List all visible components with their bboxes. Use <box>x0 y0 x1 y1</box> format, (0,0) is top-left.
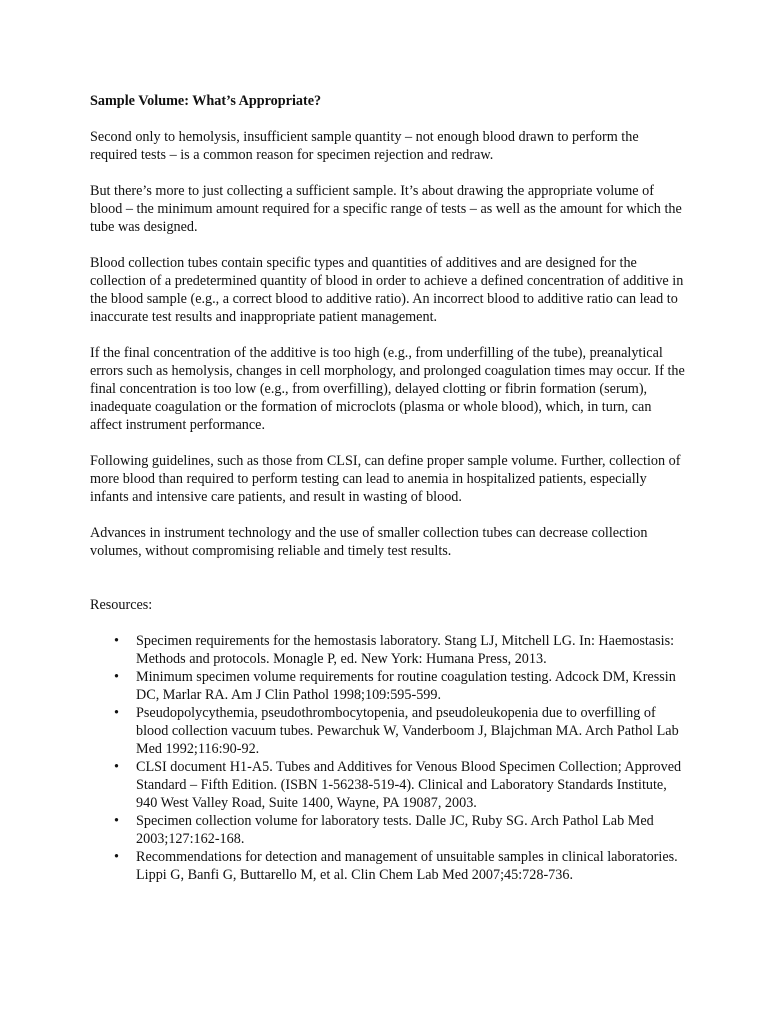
reference-item-1 <box>114 632 686 668</box>
reference-text: CLSI document H1-A5. Tubes and Additives for Venous Blood Specimen Collection; Approved Standard – Fifth Edition. (ISBN 1-56238-519-4). Clinical and Laboratory Standards Institute, 940 West Valley Road, Suite 1400, Wayne, PA 19087, 2003. <box>136 759 682 811</box>
reference-text: Specimen collection volume for laboratory tests. Dalle JC, Ruby SG. Arch Pathol Lab Med 2003;127:162-168. <box>136 813 654 847</box>
paragraph-appropriate-volume: But there’s more to just collecting a sufficient sample. It’s about drawing the appropriate volume of blood – the minimum amount required for a specific range of tests – as well as the amount for which the tube was designed. <box>90 183 682 235</box>
bullet-icon: • <box>114 669 119 685</box>
paragraph-hemolysis: Second only to hemolysis, insufficient sample quantity – not enough blood drawn to perform the required tests – is a common reason for specimen rejection and redraw. <box>90 129 639 163</box>
reference-text: Recommendations for detection and management of unsuitable samples in clinical laboratories. Lippi G, Banfi G, Buttarello M, et al. Clin Chem Lab Med 2007;45:728-736. <box>136 849 678 883</box>
bullet-icon: • <box>114 633 119 649</box>
paragraph-advances: Advances in instrument technology and the use of smaller collection tubes can decrease collection volumes, without compromising reliable and timely test results. <box>90 525 648 559</box>
bullet-icon: • <box>114 705 119 721</box>
bullet-icon: • <box>114 759 119 775</box>
reference-item-4 <box>114 758 686 812</box>
paragraph-concentration: If the final concentration of the additive is too high (e.g., from underfilling of the tube), preanalytical errors such as hemolysis, changes in cell morphology, and prolonged coagulation times may occur. If the final concentration is too low (e.g., from overfilling), delayed clotting or fibrin formation (serum), inadequate coagulation or the formation of microclots (plasma or whole blood), which, in turn, can affect instrument performance. <box>90 345 685 433</box>
paragraph-additives: Blood collection tubes contain specific types and quantities of additives and are designed for the collection of a predetermined quantity of blood in order to achieve a defined concentration of additive in the blood sample (e.g., a correct blood to additive ratio). An incorrect blood to additive ratio can lead to inaccurate test results and inappropriate patient management. <box>90 255 684 325</box>
resources-heading: Resources: <box>90 597 153 613</box>
reference-item-6 <box>114 848 686 884</box>
reference-item-3 <box>114 704 686 758</box>
reference-text: Pseudopolycythemia, pseudothrombocytopenia, and pseudoleukopenia due to overfilling of blood collection vacuum tubes. Pewarchuk W, Vanderboom J, Blajchman MA. Arch Pathol Lab Med 1992;116:90-92. <box>136 705 679 757</box>
reference-text: Minimum specimen volume requirements for routine coagulation testing. Adcock DM, Kressin DC, Marlar RA. Am J Clin Pathol 1998;109:595-599. <box>136 669 676 703</box>
document-title: Sample Volume: What’s Appropriate? <box>90 93 322 109</box>
reference-item-5 <box>114 812 686 848</box>
bullet-icon: • <box>114 813 119 829</box>
reference-text: Specimen requirements for the hemostasis laboratory. Stang LJ, Mitchell LG. In: Haemostasis: Methods and protocols. Monagle P, ed. New York: Humana Press, 2013. <box>136 633 675 667</box>
bullet-icon: • <box>114 849 119 865</box>
paragraph-guidelines: Following guidelines, such as those from CLSI, can define proper sample volume. Further, collection of more blood than required to perform testing can lead to anemia in hospitalized patients, especially infants and intensive care patients, and result in wasting of blood. <box>90 453 681 505</box>
reference-item-2 <box>114 668 686 704</box>
reference-list <box>90 632 686 884</box>
